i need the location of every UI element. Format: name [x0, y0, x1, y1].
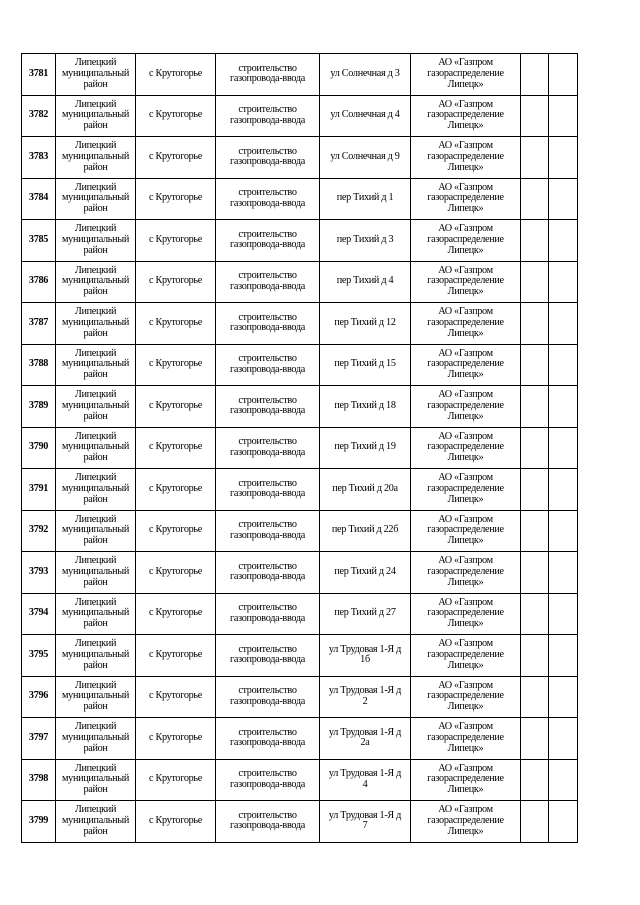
settlement-cell: с Крутогорье [136, 303, 216, 345]
address-cell: ул Трудовая 1-Я д 7 [320, 801, 411, 843]
organization-cell: АО «Газпром газораспределение Липецк» [411, 220, 521, 262]
district-cell: Липецкий муниципальный район [56, 552, 136, 594]
work-type-cell: строительство газопровода-ввода [216, 386, 320, 428]
row-number-cell: 3797 [22, 718, 56, 760]
row-number-cell: 3783 [22, 137, 56, 179]
organization-cell: АО «Газпром газораспределение Липецк» [411, 178, 521, 220]
address-cell: пер Тихий д 4 [320, 261, 411, 303]
table-row [22, 386, 578, 428]
work-type-cell: строительство газопровода-ввода [216, 303, 320, 345]
work-type-cell: строительство газопровода-ввода [216, 344, 320, 386]
settlement-cell: с Крутогорье [136, 178, 216, 220]
organization-cell: АО «Газпром газораспределение Липецк» [411, 469, 521, 511]
address-cell: пер Тихий д 12 [320, 303, 411, 345]
empty-cell [549, 344, 578, 386]
row-number-cell: 3790 [22, 427, 56, 469]
settlement-cell: с Крутогорье [136, 386, 216, 428]
table-row [22, 676, 578, 718]
empty-cell [521, 427, 549, 469]
empty-cell [521, 344, 549, 386]
row-number-cell: 3794 [22, 593, 56, 635]
table-row [22, 635, 578, 677]
address-cell: ул Трудовая 1-Я д 2а [320, 718, 411, 760]
row-number-cell: 3796 [22, 676, 56, 718]
empty-cell [549, 303, 578, 345]
empty-cell [549, 178, 578, 220]
table-row [22, 178, 578, 220]
table-row [22, 593, 578, 635]
empty-cell [549, 54, 578, 96]
district-cell: Липецкий муниципальный район [56, 801, 136, 843]
district-cell: Липецкий муниципальный район [56, 95, 136, 137]
district-cell: Липецкий муниципальный район [56, 344, 136, 386]
empty-cell [549, 510, 578, 552]
district-cell: Липецкий муниципальный район [56, 510, 136, 552]
row-number-cell: 3786 [22, 261, 56, 303]
district-cell: Липецкий муниципальный район [56, 54, 136, 96]
district-cell: Липецкий муниципальный район [56, 759, 136, 801]
table-row [22, 220, 578, 262]
settlement-cell: с Крутогорье [136, 718, 216, 760]
work-type-cell: строительство газопровода-ввода [216, 718, 320, 760]
empty-cell [521, 552, 549, 594]
table-row [22, 54, 578, 96]
organization-cell: АО «Газпром газораспределение Липецк» [411, 635, 521, 677]
work-type-cell: строительство газопровода-ввода [216, 261, 320, 303]
empty-cell [549, 261, 578, 303]
work-type-cell: строительство газопровода-ввода [216, 593, 320, 635]
address-cell: пер Тихий д 24 [320, 552, 411, 594]
table-row [22, 427, 578, 469]
address-cell: пер Тихий д 1 [320, 178, 411, 220]
settlement-cell: с Крутогорье [136, 261, 216, 303]
organization-cell: АО «Газпром газораспределение Липецк» [411, 759, 521, 801]
row-number-cell: 3795 [22, 635, 56, 677]
empty-cell [549, 759, 578, 801]
district-cell: Липецкий муниципальный район [56, 178, 136, 220]
work-type-cell: строительство газопровода-ввода [216, 178, 320, 220]
district-cell: Липецкий муниципальный район [56, 676, 136, 718]
district-cell: Липецкий муниципальный район [56, 137, 136, 179]
empty-cell [549, 676, 578, 718]
empty-cell [521, 137, 549, 179]
work-type-cell: строительство газопровода-ввода [216, 54, 320, 96]
empty-cell [521, 261, 549, 303]
work-type-cell: строительство газопровода-ввода [216, 635, 320, 677]
organization-cell: АО «Газпром газораспределение Липецк» [411, 676, 521, 718]
table-row [22, 95, 578, 137]
empty-cell [521, 303, 549, 345]
organization-cell: АО «Газпром газораспределение Липецк» [411, 54, 521, 96]
settlement-cell: с Крутогорье [136, 552, 216, 594]
settlement-cell: с Крутогорье [136, 593, 216, 635]
address-cell: пер Тихий д 3 [320, 220, 411, 262]
address-cell: ул Солнечная д 4 [320, 95, 411, 137]
work-type-cell: строительство газопровода-ввода [216, 137, 320, 179]
empty-cell [549, 220, 578, 262]
settlement-cell: с Крутогорье [136, 801, 216, 843]
work-type-cell: строительство газопровода-ввода [216, 552, 320, 594]
row-number-cell: 3789 [22, 386, 56, 428]
empty-cell [521, 510, 549, 552]
settlement-cell: с Крутогорье [136, 427, 216, 469]
row-number-cell: 3793 [22, 552, 56, 594]
row-number-cell: 3792 [22, 510, 56, 552]
table-row [22, 718, 578, 760]
district-cell: Липецкий муниципальный район [56, 718, 136, 760]
empty-cell [521, 718, 549, 760]
organization-cell: АО «Газпром газораспределение Липецк» [411, 593, 521, 635]
settlement-cell: с Крутогорье [136, 676, 216, 718]
table-row [22, 469, 578, 511]
empty-cell [549, 552, 578, 594]
organization-cell: АО «Газпром газораспределение Липецк» [411, 303, 521, 345]
row-number-cell: 3798 [22, 759, 56, 801]
district-cell: Липецкий муниципальный район [56, 635, 136, 677]
work-type-cell: строительство газопровода-ввода [216, 510, 320, 552]
empty-cell [549, 593, 578, 635]
row-number-cell: 3791 [22, 469, 56, 511]
district-cell: Липецкий муниципальный район [56, 469, 136, 511]
empty-cell [549, 386, 578, 428]
organization-cell: АО «Газпром газораспределение Липецк» [411, 427, 521, 469]
empty-cell [549, 718, 578, 760]
address-cell: ул Трудовая 1-Я д 4 [320, 759, 411, 801]
table-row [22, 552, 578, 594]
address-cell: ул Трудовая 1-Я д 2 [320, 676, 411, 718]
empty-cell [521, 178, 549, 220]
address-cell: пер Тихий д 19 [320, 427, 411, 469]
address-cell: ул Солнечная д 9 [320, 137, 411, 179]
district-cell: Липецкий муниципальный район [56, 220, 136, 262]
settlement-cell: с Крутогорье [136, 220, 216, 262]
district-cell: Липецкий муниципальный район [56, 261, 136, 303]
organization-cell: АО «Газпром газораспределение Липецк» [411, 386, 521, 428]
district-cell: Липецкий муниципальный район [56, 303, 136, 345]
work-type-cell: строительство газопровода-ввода [216, 801, 320, 843]
empty-cell [521, 220, 549, 262]
address-cell: пер Тихий д 18 [320, 386, 411, 428]
empty-cell [549, 95, 578, 137]
row-number-cell: 3788 [22, 344, 56, 386]
district-cell: Липецкий муниципальный район [56, 593, 136, 635]
work-type-cell: строительство газопровода-ввода [216, 427, 320, 469]
settlement-cell: с Крутогорье [136, 469, 216, 511]
empty-cell [521, 54, 549, 96]
settlement-cell: с Крутогорье [136, 635, 216, 677]
settlement-cell: с Крутогорье [136, 344, 216, 386]
empty-cell [521, 676, 549, 718]
address-cell: ул Трудовая 1-Я д 1б [320, 635, 411, 677]
work-type-cell: строительство газопровода-ввода [216, 220, 320, 262]
district-cell: Липецкий муниципальный район [56, 386, 136, 428]
address-cell: ул Солнечная д 3 [320, 54, 411, 96]
organization-cell: АО «Газпром газораспределение Липецк» [411, 552, 521, 594]
address-cell: пер Тихий д 27 [320, 593, 411, 635]
organization-cell: АО «Газпром газораспределение Липецк» [411, 95, 521, 137]
organization-cell: АО «Газпром газораспределение Липецк» [411, 261, 521, 303]
settlement-cell: с Крутогорье [136, 137, 216, 179]
organization-cell: АО «Газпром газораспределение Липецк» [411, 510, 521, 552]
row-number-cell: 3799 [22, 801, 56, 843]
empty-cell [521, 386, 549, 428]
table-row [22, 759, 578, 801]
empty-cell [521, 801, 549, 843]
address-cell: пер Тихий д 15 [320, 344, 411, 386]
empty-cell [521, 635, 549, 677]
empty-cell [549, 427, 578, 469]
empty-cell [549, 801, 578, 843]
empty-cell [521, 95, 549, 137]
address-cell: пер Тихий д 22б [320, 510, 411, 552]
address-cell: пер Тихий д 20а [320, 469, 411, 511]
row-number-cell: 3781 [22, 54, 56, 96]
empty-cell [549, 469, 578, 511]
table-row [22, 137, 578, 179]
work-type-cell: строительство газопровода-ввода [216, 759, 320, 801]
row-number-cell: 3787 [22, 303, 56, 345]
object-registry-table [21, 53, 578, 843]
table-row [22, 261, 578, 303]
row-number-cell: 3785 [22, 220, 56, 262]
row-number-cell: 3782 [22, 95, 56, 137]
table-body [22, 54, 578, 843]
empty-cell [521, 469, 549, 511]
empty-cell [549, 137, 578, 179]
organization-cell: АО «Газпром газораспределение Липецк» [411, 344, 521, 386]
empty-cell [521, 593, 549, 635]
row-number-cell: 3784 [22, 178, 56, 220]
table-row [22, 801, 578, 843]
empty-cell [549, 635, 578, 677]
settlement-cell: с Крутогорье [136, 54, 216, 96]
empty-cell [521, 759, 549, 801]
work-type-cell: строительство газопровода-ввода [216, 676, 320, 718]
organization-cell: АО «Газпром газораспределение Липецк» [411, 718, 521, 760]
organization-cell: АО «Газпром газораспределение Липецк» [411, 137, 521, 179]
table-row [22, 303, 578, 345]
table-row [22, 344, 578, 386]
organization-cell: АО «Газпром газораспределение Липецк» [411, 801, 521, 843]
work-type-cell: строительство газопровода-ввода [216, 469, 320, 511]
settlement-cell: с Крутогорье [136, 95, 216, 137]
settlement-cell: с Крутогорье [136, 759, 216, 801]
work-type-cell: строительство газопровода-ввода [216, 95, 320, 137]
table-row [22, 510, 578, 552]
district-cell: Липецкий муниципальный район [56, 427, 136, 469]
settlement-cell: с Крутогорье [136, 510, 216, 552]
